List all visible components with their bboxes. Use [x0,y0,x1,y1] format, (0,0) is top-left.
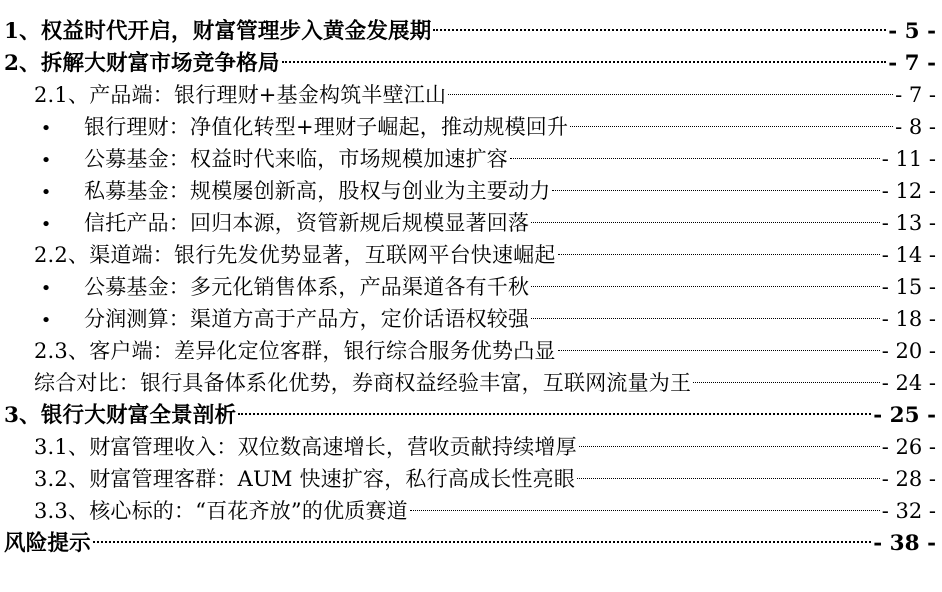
toc-page-number: - 18 - [881,307,936,331]
toc-entry-title: 风险提示 [4,531,91,556]
toc-page-number: - 5 - [888,19,936,44]
toc-entry-2-3[interactable] [0,326,942,363]
toc-entry-title: 3、银行大财富全景剖析 [4,403,237,428]
toc-page-number: - 25 - [873,403,936,428]
toc-page-number: - 26 - [881,435,936,459]
toc-entry-title: 公募基金：多元化销售体系，产品渠道各有千秋 [84,275,530,299]
toc-entry-title: 分润测算：渠道方高于产品方，定价话语权较强 [84,307,530,331]
toc-page-number: - 7 - [895,83,936,107]
toc-entry-3-1[interactable] [0,422,942,459]
toc-entry-3-2[interactable] [0,454,942,491]
toc-entry-1[interactable] [0,6,942,44]
bullet-icon: • [40,182,52,203]
dot-leader [510,134,880,166]
toc-entry-title: 信托产品：回归本源，资管新规后规模显著回落 [84,211,530,235]
dot-leader [693,358,880,390]
toc-page-number: - 7 - [888,51,936,76]
toc-entry-risk-warning[interactable] [0,518,942,556]
toc-page-number: - 11 - [881,147,936,171]
dot-leader [433,6,886,38]
toc-entry-3[interactable] [0,390,942,428]
dot-leader [558,326,880,358]
bullet-icon: • [40,278,52,299]
toc-page-number: - 14 - [881,243,936,267]
toc-entry-private-funds[interactable] [0,166,942,203]
dot-leader [531,294,880,326]
toc-entry-comparison[interactable] [0,358,942,395]
dot-leader [282,38,887,70]
dot-leader [558,230,880,262]
dot-leader [531,198,880,230]
bullet-icon: • [40,310,52,331]
toc-entry-title: 3.2、财富管理客群：AUM 快速扩容，私行高成长性亮眼 [34,467,576,491]
dot-leader [552,166,879,198]
toc-entry-trust-products[interactable] [0,198,942,235]
toc-entry-title: 2.3、客户端：差异化定位客群，银行综合服务优势凸显 [34,339,556,363]
toc-entry-title: 1、权益时代开启，财富管理步入黄金发展期 [4,19,432,44]
toc-entry-2-1[interactable] [0,70,942,107]
toc-entry-bank-wealth[interactable] [0,102,942,139]
toc-entry-3-3[interactable] [0,486,942,523]
toc-entry-title: 综合对比：银行具备体系化优势，券商权益经验丰富，互联网流量为王 [34,371,692,395]
toc-entry-title: 2.1、产品端：银行理财+基金构筑半壁江山 [34,83,447,107]
toc-entry-fund-sales[interactable] [0,262,942,299]
bullet-icon: • [40,118,52,139]
toc-page-number: - 13 - [881,211,936,235]
dot-leader [570,102,893,134]
toc-page-number: - 24 - [881,371,936,395]
toc-page-number: - 20 - [881,339,936,363]
dot-leader [577,454,880,486]
bullet-icon: • [40,150,52,171]
toc-page-number: - 38 - [873,531,936,556]
toc-page-number: - 28 - [881,467,936,491]
dot-leader [579,422,880,454]
toc-entry-title: 2、拆解大财富市场竞争格局 [4,51,280,76]
toc-entry-2[interactable] [0,38,942,76]
toc-page-number: - 12 - [881,179,936,203]
toc-entry-title: 3.1、财富管理收入：双位数高速增长，营收贡献持续增厚 [34,435,577,459]
dot-leader [410,486,880,518]
toc-page-number: - 15 - [881,275,936,299]
toc-entry-profit-sharing[interactable] [0,294,942,331]
toc-entry-title: 2.2、渠道端：银行先发优势显著，互联网平台快速崛起 [34,243,556,267]
bullet-icon: • [40,214,52,235]
dot-leader [93,518,871,550]
toc-entry-title: 3.3、核心标的：“百花齐放”的优质赛道 [34,499,408,523]
toc-page-number: - 32 - [881,499,936,523]
toc-entry-title: 私募基金：规模屡创新高，股权与创业为主要动力 [84,179,551,203]
dot-leader [238,390,871,422]
toc-entry-title: 银行理财：净值化转型+理财子崛起，推动规模回升 [84,115,569,139]
toc-entry-2-2[interactable] [0,230,942,267]
toc-entry-public-funds[interactable] [0,134,942,171]
dot-leader [448,70,893,102]
toc-entry-title: 公募基金：权益时代来临，市场规模加速扩容 [84,147,508,171]
toc-page-number: - 8 - [895,115,936,139]
dot-leader [531,262,880,294]
